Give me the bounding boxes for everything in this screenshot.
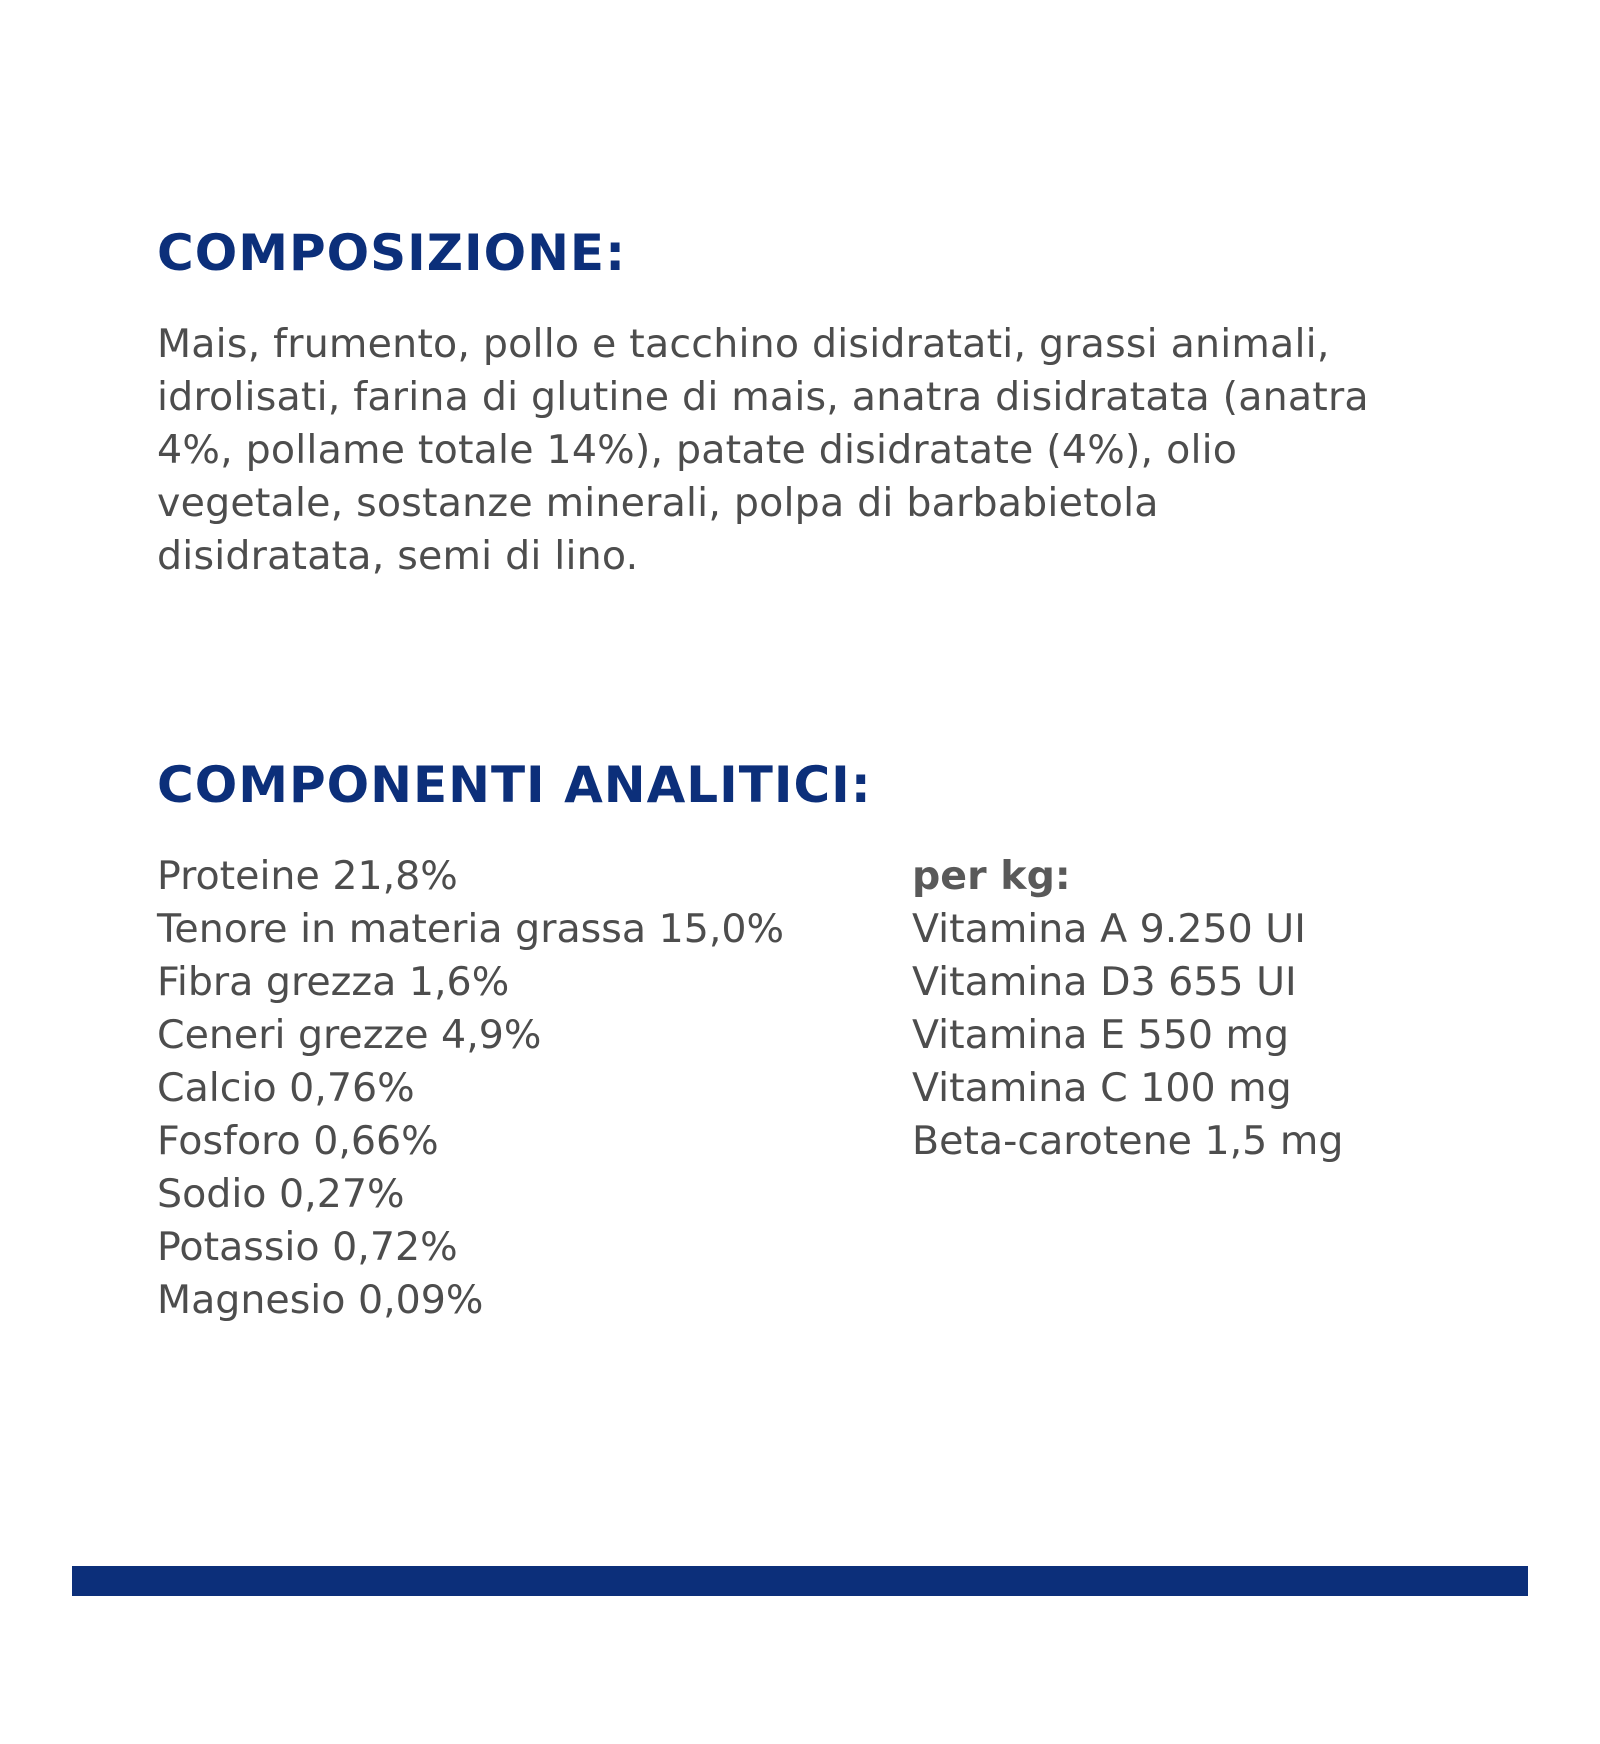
- footer-bar: [72, 1566, 1528, 1596]
- analytical-item: Fosforo 0,66%: [157, 1118, 439, 1164]
- analytical-item: Sodio 0,27%: [157, 1171, 405, 1217]
- vitamin-item: Vitamina E 550 mg: [912, 1012, 1290, 1058]
- vitamin-item: Vitamina D3 655 UI: [912, 959, 1297, 1005]
- analytical-item: Magnesio 0,09%: [157, 1277, 484, 1323]
- vitamins-per-kg-list: [912, 850, 1343, 1168]
- analytical-components-list: [157, 850, 784, 1327]
- vitamin-item: Vitamina C 100 mg: [912, 1065, 1292, 1111]
- per-kg-label: per kg:: [912, 853, 1071, 899]
- vitamin-item: Beta-carotene 1,5 mg: [912, 1118, 1344, 1164]
- analytical-item: Fibra grezza 1,6%: [157, 959, 510, 1005]
- analytical-item: Calcio 0,76%: [157, 1065, 415, 1111]
- vitamin-item: Vitamina A 9.250 UI: [912, 906, 1306, 952]
- analytical-item: Proteine 21,8%: [157, 853, 458, 899]
- analytical-item: Potassio 0,72%: [157, 1224, 458, 1270]
- analytical-item: Tenore in materia grassa 15,0%: [157, 906, 785, 952]
- composition-text: Mais, frumento, pollo e tacchino disidratati, grassi animali, idrolisati, farina di glutine di mais, anatra disidratata (anatra 4%, pollame totale 14%), patate disidratate (4%), olio vegetale, sostanze minerali, polpa di barbabietola disidratata, semi di lino.: [157, 321, 1369, 579]
- composition-heading: COMPOSIZIONE:: [157, 224, 627, 282]
- analytical-item: Ceneri grezze 4,9%: [157, 1012, 542, 1058]
- analytical-components-heading: COMPONENTI ANALITICI:: [157, 756, 872, 814]
